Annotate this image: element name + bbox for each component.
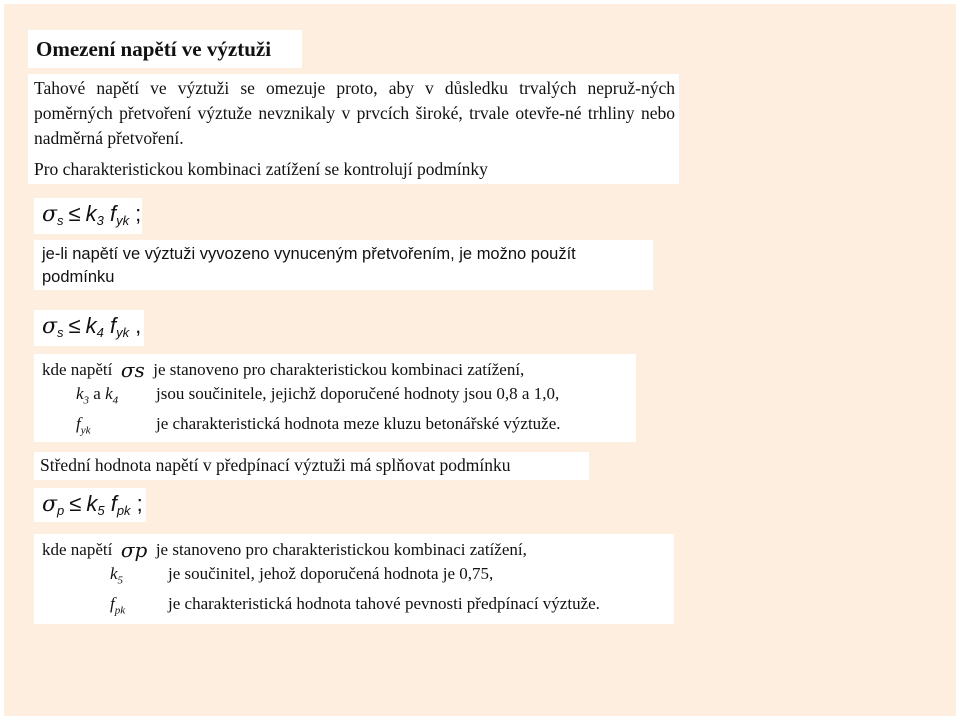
definition-lead: kde napětí (42, 360, 113, 379)
formula-punctuation: ; (136, 491, 143, 516)
definition-lead-line (42, 538, 666, 562)
and-word: a (93, 384, 101, 403)
k-subscript: 4 (96, 325, 104, 340)
formula-punctuation: , (135, 313, 142, 338)
k-subscript: 3 (96, 213, 104, 228)
f-symbol: f (109, 201, 117, 226)
sigma-subscript: s (57, 325, 64, 340)
sigma-symbol: σ (120, 538, 135, 562)
leq-operator: ≤ (68, 201, 81, 226)
definition-text-f: je charakteristická hodnota meze kluzu betonářské výztuže. (156, 414, 561, 434)
sigma-subscript-text: p (134, 538, 148, 562)
definition-key-f (42, 592, 162, 622)
k-symbol-2: k (105, 384, 113, 403)
k-symbol: k (110, 564, 118, 583)
definition-text-k: je součinitel, jehož doporučená hodnota je 0,75, (168, 564, 494, 583)
k-symbol: k (76, 384, 84, 403)
definition-key-k (42, 562, 162, 592)
formula-1 (34, 198, 142, 234)
k-subscript: 5 (97, 503, 105, 518)
f-subscript: yk (80, 424, 91, 437)
f-subscript: pk (116, 503, 131, 518)
f-symbol: f (110, 594, 115, 614)
definition-row-k (42, 562, 666, 592)
definition-block-1 (34, 354, 636, 442)
slide-title: Omezení napětí ve výztuži (28, 30, 302, 68)
k-symbol: k (85, 313, 97, 338)
k-subscript-2: 4 (112, 394, 119, 407)
f-symbol: f (110, 491, 117, 516)
f-subscript: pk (114, 604, 126, 617)
definition-row-k (42, 382, 628, 412)
sigma-subscript-text: s (134, 358, 145, 382)
leq-operator: ≤ (69, 491, 82, 516)
k-subscript: 5 (117, 574, 124, 587)
sigma-subscript: s (57, 213, 64, 228)
sigma-symbol: σ (42, 492, 58, 517)
definition-key-k (42, 382, 146, 412)
leq-operator: ≤ (68, 313, 81, 338)
f-symbol: f (109, 313, 117, 338)
definition-text-f: je charakteristická hodnota tahové pevnosti předpínací výztuže. (168, 594, 600, 614)
definition-lead-rest: je stanoveno pro charakteristickou kombinaci zatížení, (153, 360, 525, 379)
definition-row-f (42, 592, 666, 622)
intro-paragraph-1: Tahové napětí ve výztuži se omezuje proto, aby v důsledku trvalých nepruž-ných poměrných přetvoření výztuže nevznikaly v prvcích široké, trvale otevře-né trhliny nebo nadměrná přetvoření. (34, 78, 675, 148)
sigma-symbol: σ (42, 202, 58, 227)
formula-2 (34, 310, 144, 346)
sigma-subscript (135, 538, 148, 562)
formula-punctuation: ; (135, 201, 142, 226)
definition-row-f (42, 412, 628, 442)
slide-background (4, 4, 956, 716)
k-symbol: k (86, 491, 98, 516)
definition-text-k: jsou součinitele, jejichž doporučené hodnoty jsou 0,8 a 1,0, (156, 384, 560, 403)
sigma-symbol: σ (120, 358, 135, 382)
prestress-statement: Střední hodnota napětí v předpínací výztuži má splňovat podmínku (34, 452, 589, 480)
formula-3 (34, 488, 146, 522)
forced-strain-note: je-li napětí ve výztuži vyvozeno vynuceným přetvořením, je možno použít podmínku (34, 240, 653, 290)
intro-paragraph-2: Pro charakteristickou kombinaci zatížení se kontrolují podmínky (34, 159, 488, 179)
sigma-subscript: p (57, 503, 65, 518)
f-subscript: yk (116, 325, 130, 340)
definition-lead-line (42, 358, 628, 382)
sigma-symbol: σ (42, 314, 58, 339)
definition-lead: kde napětí (42, 540, 113, 559)
sigma-subscript (135, 358, 145, 382)
intro-paragraph-box (28, 74, 679, 184)
definition-key-f (42, 412, 146, 442)
definition-block-2 (34, 534, 674, 624)
k-symbol: k (85, 201, 97, 226)
f-symbol: f (76, 414, 81, 434)
k-subscript: 3 (83, 394, 90, 407)
f-subscript: yk (116, 213, 130, 228)
definition-lead-rest: je stanoveno pro charakteristickou kombinaci zatížení, (155, 540, 527, 559)
